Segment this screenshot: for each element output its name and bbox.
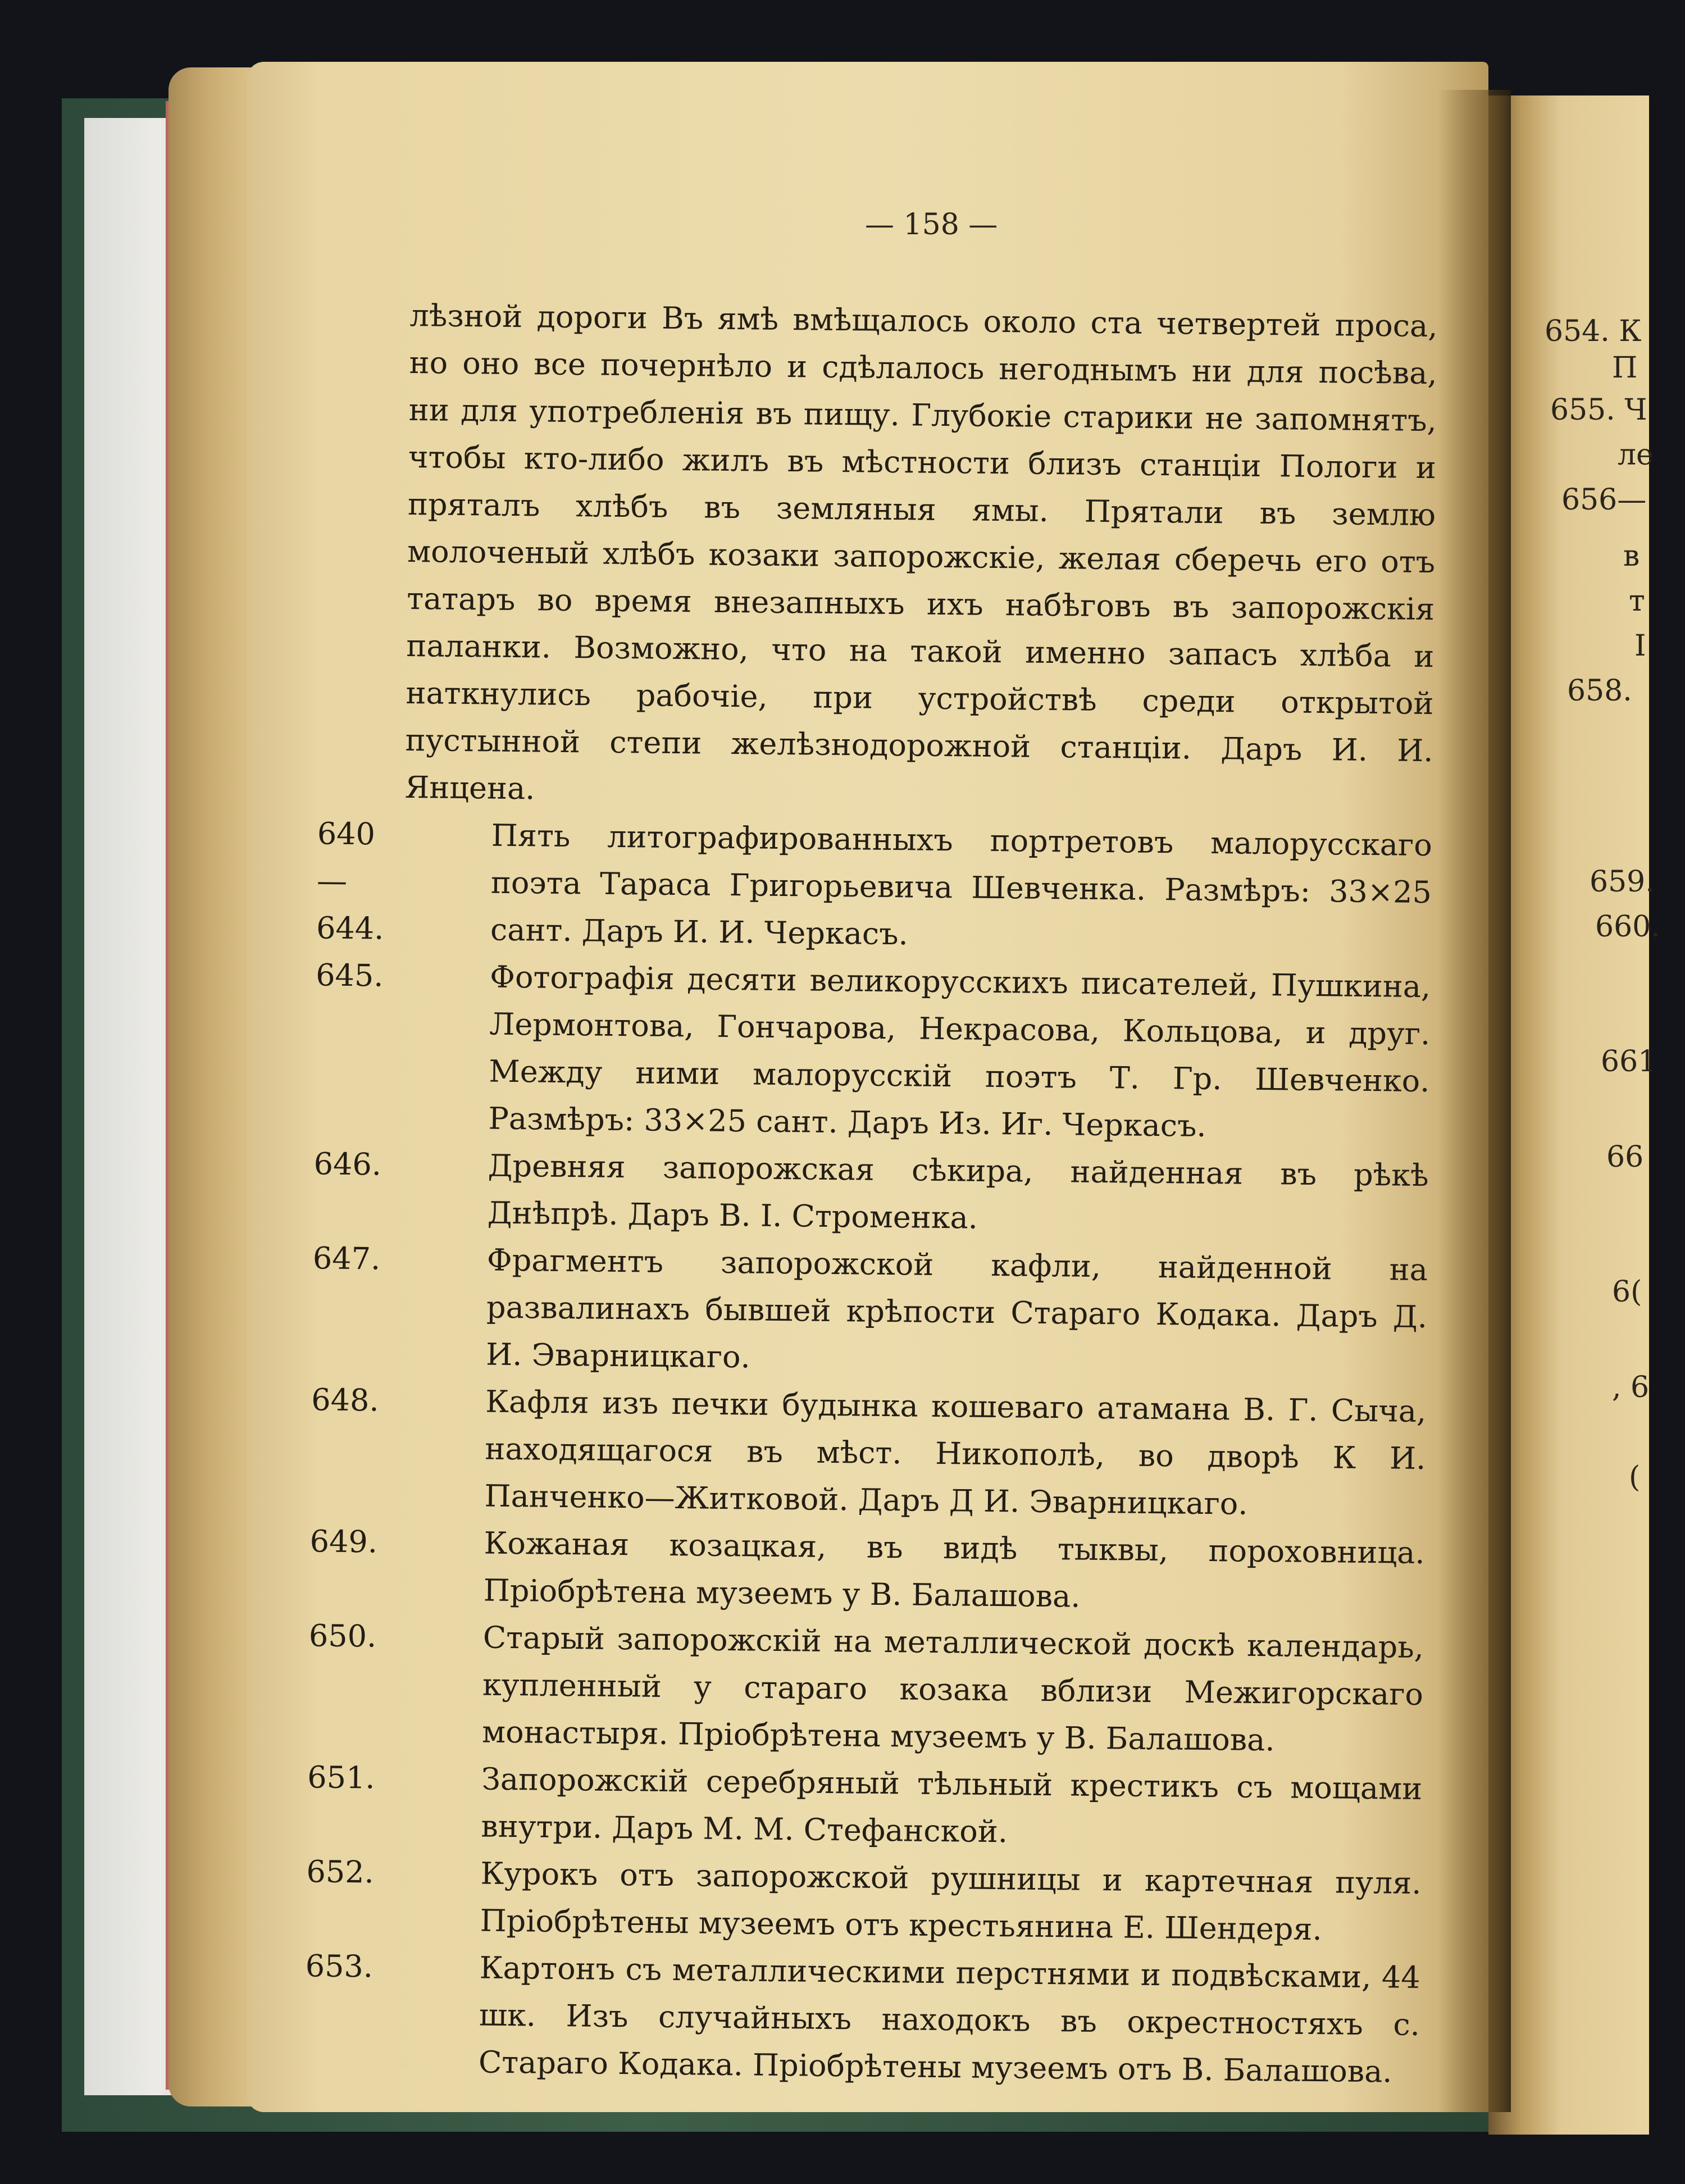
page-text (305, 292, 1438, 2096)
catalog-entry (304, 1942, 1421, 2096)
entry-number: 650. (308, 1618, 377, 1654)
catalog-entry (314, 952, 1431, 1152)
entry-number: 645. (315, 957, 384, 994)
catalog-entry (306, 1848, 1422, 1954)
facing-page-fragment: 658. (1567, 674, 1632, 708)
entry-number: 647. (312, 1240, 381, 1277)
entry-text: Старый запорожскій на металлической доскѣ календарь, купленный у стараго козака вблизи Межигорскаго монастыря. Пріобрѣтена музеемъ у В. Балашова. (481, 1619, 1424, 1758)
catalog-entry (313, 1140, 1429, 1246)
entry-number: 649. (309, 1523, 378, 1560)
entry-number: 646. (313, 1146, 382, 1182)
catalog-entry (316, 810, 1433, 963)
catalog-entry (307, 1754, 1423, 1860)
catalog-entries (305, 811, 1433, 2096)
entry-text: Фрагментъ запорожской кафли, найденной на развалинахъ бывшей крѣпости Стараго Кодака. Даръ Д. И. Эварницкаго. (485, 1242, 1428, 1375)
entry-number: 651. (307, 1759, 375, 1796)
entry-text: Картонъ съ металлическими перстнями и подвѣсками, 44 шк. Изъ случайныхъ находокъ въ окрестностяхъ с. Стараго Кодака. Пріобрѣтены музеемъ отъ В. Балашова. (478, 1950, 1421, 2090)
facing-page-fragments (1545, 0, 1660, 2184)
facing-page-fragment: П (1612, 351, 1638, 385)
facing-page-fragment: т (1629, 584, 1645, 618)
catalog-entry (309, 1518, 1425, 1624)
catalog-entry (312, 1235, 1428, 1388)
facing-page-fragment: 66 (1606, 1140, 1644, 1174)
entry-text: Кафля изъ печки будынка кошеваго атамана В. Г. Сыча, находящагося въ мѣст. Никополѣ, во дворѣ К И. Панченко—Житковой. Даръ Д И. Эварницкаго. (484, 1384, 1427, 1522)
facing-page-fragment: в (1623, 539, 1640, 573)
entry-number: 640—644. (316, 816, 384, 947)
facing-page-fragment: 660. (1595, 910, 1660, 944)
catalog-entry (308, 1612, 1424, 1766)
entry-text: Кожаная козацкая, въ видѣ тыквы, пороховница. Пріобрѣтена музеемъ у В. Балашова. (483, 1525, 1425, 1614)
facing-page-fragment: , 6 (1612, 1371, 1650, 1404)
entry-text: Курокъ отъ запорожской рушницы и картечная пуля. Пріобрѣтены музеемъ отъ крестьянина Е. Шендеря. (480, 1855, 1422, 1948)
facing-page-fragment: І (1634, 629, 1646, 663)
facing-page-fragment: 655. Ч (1550, 393, 1647, 427)
facing-page-fragment: 656— (1561, 483, 1647, 517)
facing-page-fragment: ( (1629, 1460, 1641, 1494)
facing-page-fragment: ле (1618, 438, 1654, 472)
intro-paragraph: лѣзной дороги Въ ямѣ вмѣщалось около ста четвертей проса, но оно все почернѣло и сдѣлалось негоднымъ ни для посѣва, ни для употребленія въ пищу. Глубокіе старики не запомнятъ, чтобы кто-либо жилъ въ мѣстности близъ станціи Пологи и пряталъ хлѣбъ въ земляныя ямы. Прятали въ землю молоченый хлѣбъ козаки запорожскіе, желая сберечь его отъ татаръ во время внезапныхъ ихъ набѣговъ въ запорожскія паланки. Возможно, что на такой именно запасъ хлѣба и наткнулись рабочіе, при устройствѣ среди открытой пустынной степи желѣзнодорожной станціи. Даръ И. И. Янцена. (404, 297, 1438, 807)
page-gutter-shadow (1438, 90, 1511, 2112)
entry-text: Фотографія десяти великорусскихъ писателей, Пушкина, Лермонтова, Гончарова, Некрасова, Кольцова, и друг. Между ними малорусскій поэтъ Т. Гр. Шевченко. Размѣръ: 33×25 сант. Даръ Из. Иг. Черкасъ. (488, 959, 1431, 1144)
entry-text: Запорожскій серебряный тѣльный крестикъ съ мощами внутри. Даръ М. М. Стефанской. (481, 1761, 1423, 1850)
page-number: — 158 — (865, 208, 998, 242)
entry-number: 652. (306, 1854, 375, 1890)
entry-text: Древняя запорожская сѣкира, найденная въ рѣкѣ Днѣпрѣ. Даръ В. І. Строменка. (487, 1148, 1429, 1236)
catalog-entry (310, 1376, 1427, 1530)
facing-page-fragment: 6( (1612, 1275, 1642, 1309)
entry-number: 653. (305, 1948, 374, 1985)
entry-text: Пять литографированныхъ портретовъ малорусскаго поэта Тараса Григорьевича Шевченка. Размѣръ: 33×25 сант. Даръ И. И. Черкасъ. (490, 817, 1433, 952)
entry-number: 648. (311, 1382, 379, 1418)
page-header (0, 208, 1685, 258)
facing-page-fragment: 659. (1590, 865, 1655, 899)
facing-page-fragment: 661 (1601, 1045, 1657, 1079)
facing-page-fragment: 654. К (1545, 315, 1642, 348)
